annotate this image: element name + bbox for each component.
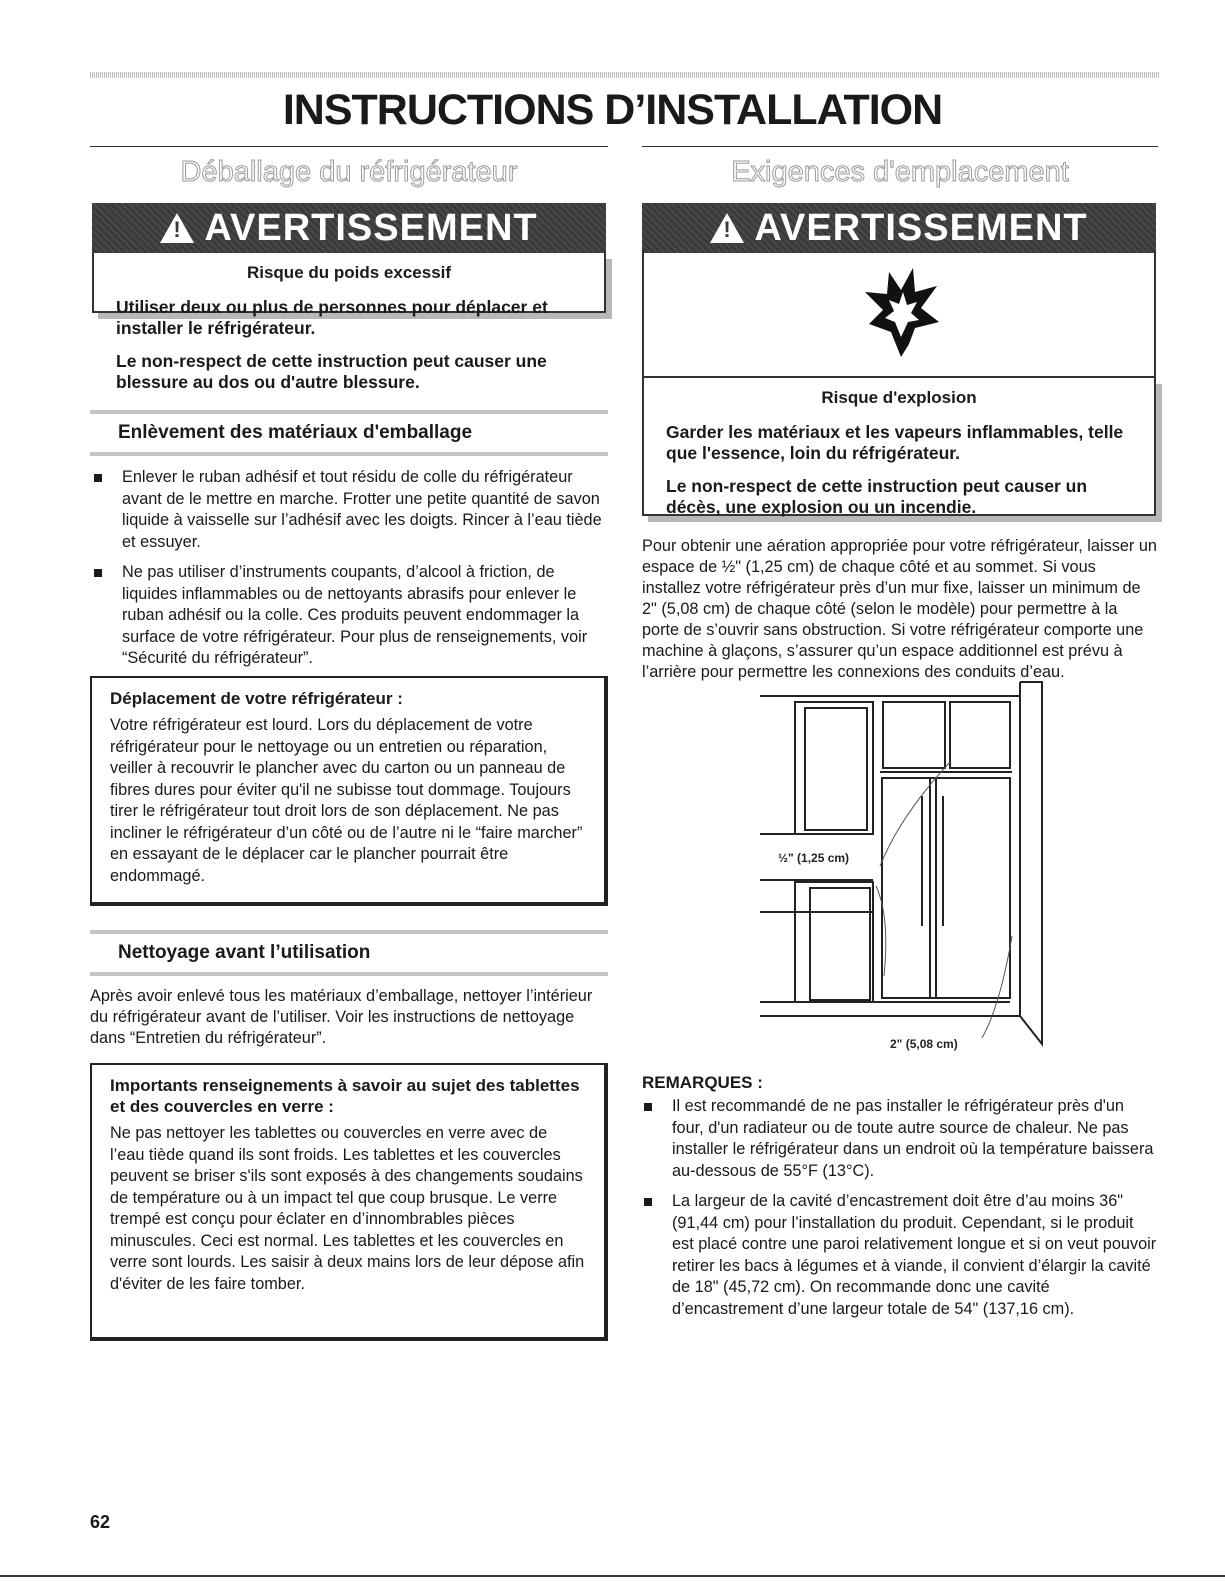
bottom-rule <box>0 1575 1225 1577</box>
info-box-body: Votre réfrigérateur est lourd. Lors du déplacement de votre réfrigérateur pour le nettoyage ou un entretien ou réparation, veiller à recouvrir le plancher avec du carton ou un panneau de fibres dures pour éviter qu'il ne subisse tout dommage. Toujours tirer le réfrigérateur tout droit lors de son déplacement. Ne pas incliner le réfrigérateur d’un côté ou de l’autre ni le “faire marcher” en essayant de le déplacer car le plancher pourrait être endommagé. <box>110 716 583 885</box>
removal-bullet-list <box>92 467 606 679</box>
warning-line-2: Le non-respect de cette instruction peut causer un décès, une explosion ou un incendie. <box>666 476 1088 517</box>
section-title-unpacking: Déballage du réfrigérateur <box>180 156 518 188</box>
subheading-packaging-removal <box>90 410 608 456</box>
explosion-pictogram-panel <box>642 250 1156 378</box>
right-column-rule <box>642 146 1158 147</box>
clearance-diagram <box>750 676 1050 1056</box>
warning-line-2: Le non-respect de cette instruction peut causer une blessure au dos ou d'autre blessure. <box>116 351 547 392</box>
ventilation-paragraph: Pour obtenir une aération appropriée pour votre réfrigérateur, laisser un espace de ½" (1,25 cm) de chaque côté et au sommet. Si vous installez votre réfrigérateur près d’un mur fixe, laisser un minimum de 2" (5,08 cm) de chaque côté (selon le modèle) pour permettre à la porte de s’ouvrir sans obstruction. Si votre réfrigérateur comporte une machine à glaçons, s’assurer qu’un espace additionnel est prévu à l’arrière pour permettre les connexions des conduits d’eau. <box>642 537 1157 681</box>
subheading-label: Nettoyage avant l’utilisation <box>118 942 371 963</box>
subheading-cleaning <box>90 930 608 976</box>
diagram-label-two-inch: 2" (5,08 cm) <box>890 1037 958 1051</box>
warning-line-1: Utiliser deux ou plus de personnes pour déplacer et installer le réfrigérateur. <box>116 297 548 338</box>
notes-bullet-list <box>642 1096 1158 1329</box>
refrigerator-outline <box>882 682 1042 1044</box>
list-item: Il est recommandé de ne pas installer le réfrigérateur près d'un four, d'un radiateur ou de toute autre source de chaleur. Ne pas installer le réfrigérateur dans un endroit où la température baissera au-dessous de 55°F (13°C). <box>642 1096 1158 1182</box>
info-box-moving <box>90 676 608 906</box>
info-box-heading: Déplacement de votre réfrigérateur : <box>110 689 403 708</box>
warning-box-weight <box>92 253 606 392</box>
list-item: Ne pas utiliser d’instruments coupants, d’alcool à friction, de liquides inflammables ou de nettoyants abrasifs pour enlever le ruban adhésif ou la colle. Ces produits peuvent endommager la surface de votre réfrigérateur. Pour plus de renseignements, voir “Sécurité du réfrigérateur”. <box>92 562 606 670</box>
warning-triangle-icon <box>710 213 744 243</box>
info-box-glass-shelves <box>90 1063 608 1341</box>
page-title: INSTRUCTIONS D’INSTALLATION <box>282 86 943 134</box>
subheading-label: Enlèvement des matériaux d'emballage <box>118 422 473 443</box>
page-number: 62 <box>90 1512 111 1532</box>
info-box-body: Ne pas nettoyer les tablettes ou couvercles en verre avec de l’eau tiède quand ils sont froids. Les tablettes et les couvercles peuvent se briser s'ils sont exposés à des changements soudains de température ou à un impact tel que coup brusque. Le verre trempé est conçu pour éclater en d’innombrables pièces minuscules. Ceci est normal. Les tablettes et les couvercles en verre sont lourds. Les saisir à deux mains lors de leur dépose afin d'éviter de les faire tomber. <box>110 1124 585 1293</box>
section-title-location: Exigences d'emplacement <box>731 156 1069 188</box>
warning-line-1: Garder les matériaux et les vapeurs inflammables, telle que l'essence, loin du réfrigérateur. <box>666 422 1124 463</box>
explosion-icon <box>861 262 941 362</box>
info-box-heading: Importants renseignements à savoir au sujet des tablettes et des couvercles en verre : <box>110 1076 580 1116</box>
warning-banner-label: AVERTISSEMENT <box>204 206 538 249</box>
warning-triangle-icon <box>160 213 194 243</box>
left-column-rule <box>90 146 608 147</box>
warning-banner-label: AVERTISSEMENT <box>754 206 1088 249</box>
warning-box-explosion <box>642 378 1156 516</box>
diagram-label-half-inch: ½" (1,25 cm) <box>778 851 850 865</box>
warning-banner-explosion <box>642 203 1156 253</box>
list-item: Enlever le ruban adhésif et tout résidu de colle du réfrigérateur avant de le mettre en marche. Frotter une petite quantité de savon liquide à vaisselle sur l’adhésif avec les doigts. Rincer à l’eau tiède et essuyer. <box>92 467 606 553</box>
notes-heading: REMARQUES : <box>642 1073 763 1092</box>
warning-heading: Risque d'explosion <box>821 388 977 407</box>
top-rule <box>90 72 1160 78</box>
list-item: La largeur de la cavité d’encastrement doit être d’au moins 36" (91,44 cm) pour l’installation du produit. Cependant, si le produit est placé contre une paroi relativement longue et si on veut pouvoir retirer les bacs à légumes et à viande, il convient d’élargir la cavité de 18" (45,72 cm). On recommande donc une cavité d’encastrement d’une largeur totale de 54" (137,16 cm). <box>642 1191 1158 1320</box>
warning-heading: Risque du poids excessif <box>246 263 452 282</box>
cleaning-paragraph: Après avoir enlevé tous les matériaux d’emballage, nettoyer l’intérieur du réfrigérateur avant de l’utiliser. Voir les instructions de nettoyage dans “Entretien du réfrigérateur”. <box>90 987 593 1047</box>
warning-banner-weight <box>92 203 606 253</box>
